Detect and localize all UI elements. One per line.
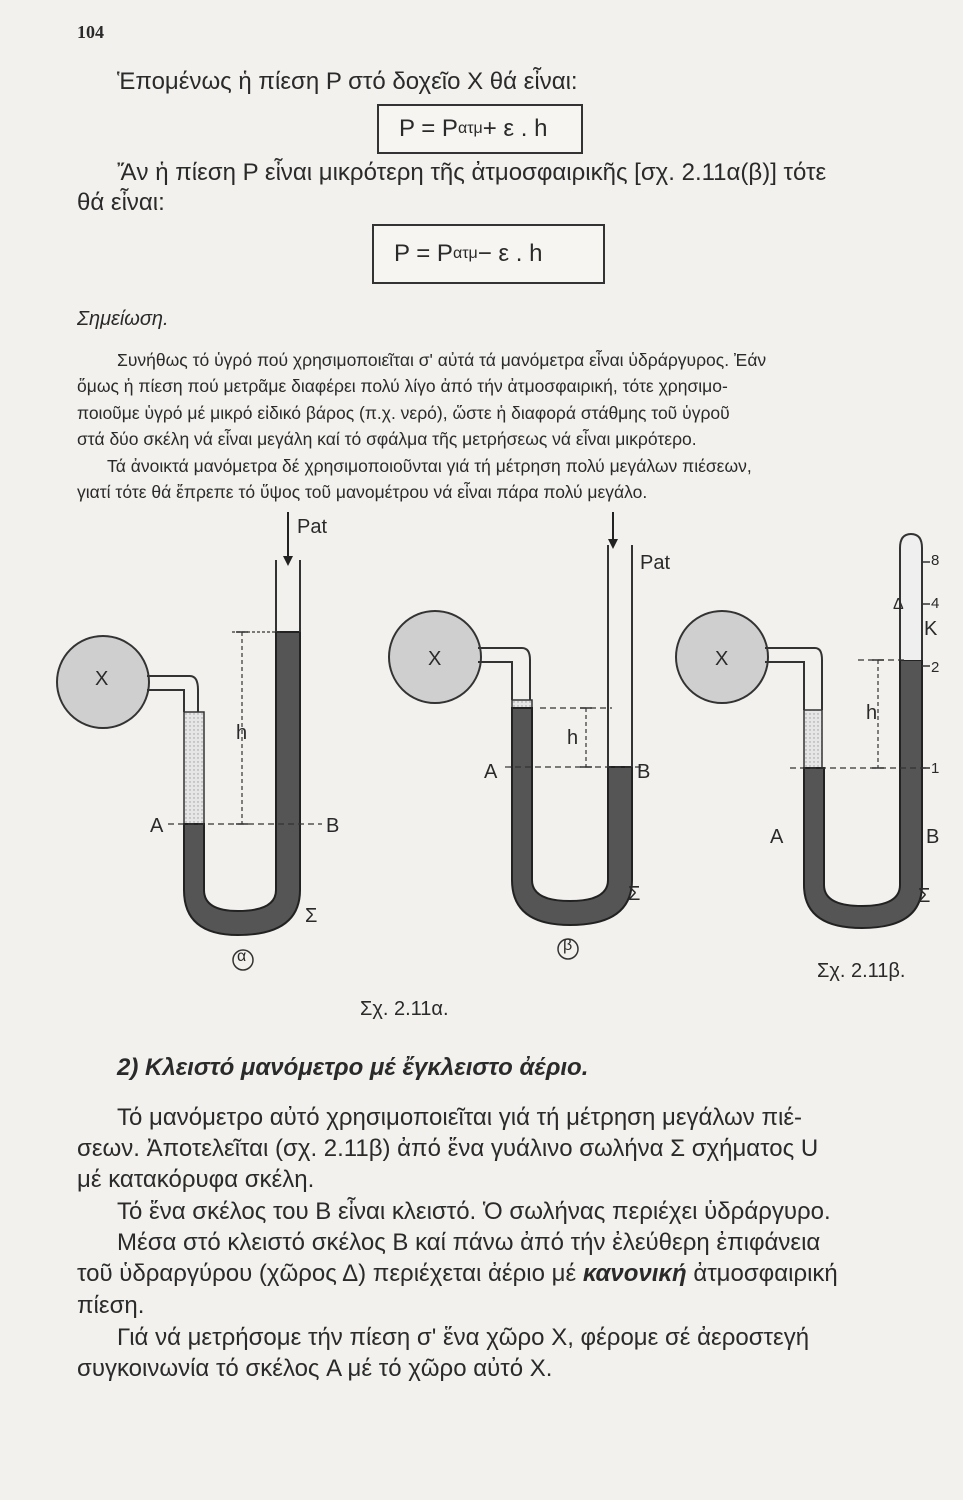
label-b-c: B [926, 826, 940, 848]
body-line [77, 1258, 838, 1289]
label-b-b: B [637, 761, 651, 783]
note-line: γιατί τότε θά ἔπρεπε τό ὕψος τοῦ μανομέτρου νά εἶναι πάρα πολύ μεγάλο. [77, 482, 648, 502]
label-h-a: h [236, 722, 248, 744]
label-delta: Δ [893, 596, 904, 613]
note-line: στά δύο σκέλη νά εἶναι μεγάλη καί τό σφάλμα τῆς μετρήσεως νά εἶναι μικρότερο. [77, 429, 697, 449]
note-line: ποιοῦμε ὑγρό μέ μικρό εἰδικό βάρος (π.χ. νερό), ὥστε ἡ διαφορά στάθμης τοῦ ὑγροῦ [77, 403, 730, 423]
manometer-closed [676, 534, 930, 928]
body-line: Γιά νά μετρήσομε τήν πίεση σ' ἕνα χῶρο X, φέρομε σέ ἀεροστεγή [117, 1324, 810, 1351]
label-x-b: X [428, 648, 442, 670]
scale-2: 2 [931, 659, 940, 676]
note-line: ὅμως ἡ πίεση πού μετρᾶμε διαφέρει πολύ λίγο ἀπό τήν ἀτμοσφαιρική, τότε χρησιμο- [77, 376, 728, 396]
note-title: Σημείωση. [77, 308, 169, 330]
page-number: 104 [77, 22, 104, 42]
label-x-a: X [95, 668, 109, 690]
label-a-a: A [150, 815, 164, 837]
label-h-c: h [866, 702, 878, 724]
gas-column-a [184, 712, 204, 824]
formula-plus-sub: ατμ [457, 120, 483, 137]
label-marker-b: β [563, 937, 573, 954]
formula-minus-rhs: − ε . h [477, 240, 543, 267]
formula-minus-box [372, 224, 605, 284]
body-line: Μέσα στό κλειστό σκέλος B καί πάνω ἀπό τήν ἐλεύθερη ἐπιφάνεια [117, 1229, 821, 1256]
label-pat-b: Pat [640, 552, 671, 574]
label-b-a: B [326, 815, 340, 837]
intro-line: Ἑπομένως ἡ πίεση P στό δοχεῖο X θά εἶναι: [117, 68, 578, 95]
body-line: μέ κατακόρυφα σκέλη. [77, 1166, 315, 1193]
body-line-pre: τοῦ ὑδραργύρου (χῶρος Δ) περιέχεται ἀέριο μέ [77, 1260, 583, 1287]
label-pat-a: Pat [297, 516, 328, 538]
body-line-post: ἀτμοσφαιρική [686, 1260, 838, 1287]
gas-column-c [804, 710, 822, 768]
label-a-b: A [484, 761, 498, 783]
body-line: συγκοινωνία τό σκέλος A μέ τό χῶρο αὐτό X. [77, 1355, 553, 1382]
label-sigma-b: Σ [628, 883, 641, 905]
body-line: Τό ἕνα σκέλος του B εἶναι κλειστό. Ὁ σωλήνας περιέχει ὑδράργυρο. [117, 1198, 831, 1225]
label-sigma-a: Σ [305, 905, 318, 927]
section-heading: 2) Κλειστό μανόμετρο μέ ἔγκλειστο ἀέριο. [117, 1054, 589, 1081]
label-sigma-c: Σ [918, 885, 931, 907]
formula-plus-box [377, 104, 583, 154]
caption-b: Σχ. 2.11β. [817, 960, 906, 982]
formula-minus-sub: ατμ [452, 245, 478, 262]
note-line: Συνήθως τό ὑγρό πού χρησιμοποιεῖται σ' αὐτά τά μανόμετρα εἶναι ὑδράργυρος. Ἐάν [117, 350, 767, 370]
formula-minus-lhs: P = P [394, 240, 453, 267]
label-k: K [924, 618, 938, 640]
scale-1: 1 [931, 760, 940, 777]
note-line: Τά ἀνοικτά μανόμετρα δέ χρησιμοποιοῦνται γιά τή μέτρηση πολύ μεγάλων πιέσεων, [107, 456, 752, 476]
scale-8: 8 [931, 552, 940, 569]
body-line: Τό μανόμετρο αὐτό χρησιμοποιεῖται γιά τή μέτρηση μεγάλων πιέ- [117, 1104, 803, 1131]
line-then: θά εἶναι: [77, 189, 165, 216]
label-marker-a: α [237, 948, 247, 965]
label-a-c: A [770, 826, 784, 848]
gas-column-b [512, 700, 532, 708]
manometer-a [57, 512, 322, 970]
manometer-figure [0, 505, 963, 1030]
body-line: σεων. Ἀποτελεῖται (σχ. 2.11β) ἀπό ἕνα γυάλινο σωλήνα Σ σχήματος U [77, 1135, 819, 1162]
label-x-c: X [715, 648, 729, 670]
line-less-pressure: Ἄν ἡ πίεση P εἶναι μικρότερη τῆς ἀτμοσφαιρικῆς [σχ. 2.11α(β)] τότε [117, 159, 827, 186]
label-h-b: h [567, 727, 579, 749]
emphasis-normal: κανονική [582, 1260, 687, 1287]
body-line: πίεση. [77, 1292, 145, 1319]
manometer-b [389, 512, 645, 959]
scale-4: 4 [931, 595, 940, 612]
formula-plus-rhs: + ε . h [482, 115, 548, 142]
caption-a: Σχ. 2.11α. [360, 998, 449, 1020]
formula-plus-lhs: P = P [399, 115, 458, 142]
